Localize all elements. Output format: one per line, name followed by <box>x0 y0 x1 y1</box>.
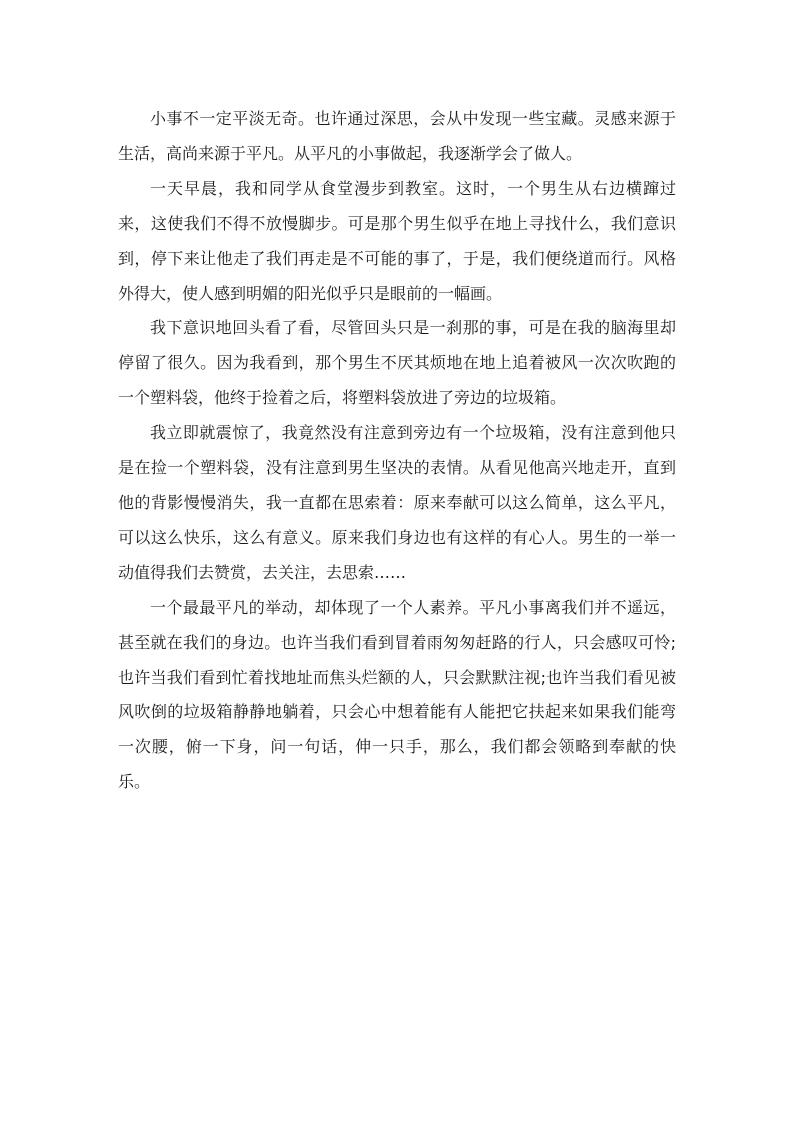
paragraph-4: 我立即就震惊了，我竟然没有注意到旁边有一个垃圾箱，没有注意到他只是在捡一个塑料袋，没有注意到男生坚决的表情。从看见他高兴地走开，直到他的背影慢慢消失，我一直都在思索着：原来奉献可以这么简单，这么平凡，可以这么快乐，这么有意义。原来我们身边也有这样的有心人。男生的一举一动值得我们去赞赏，去关注，去思索…… <box>118 423 676 582</box>
paragraph-5: 一个最最平凡的举动，却体现了一个人素养。平凡小事离我们并不遥远，甚至就在我们的身边。也许当我们看到冒着雨匆匆赶路的行人，只会感叹可怜;也许当我们看到忙着找地址而焦头烂额的人，只会默默注视;也许当我们看见被风吹倒的垃圾箱静静地躺着，只会心中想着能有人能把它扶起来如果我们能弯一次腰，俯一下身，问一句话，伸一只手，那么，我们都会领略到奉献的快乐。 <box>118 597 676 792</box>
paragraph-1: 小事不一定平淡无奇。也许通过深思，会从中发现一些宝藏。灵感来源于生活，高尚来源于平凡。从平凡的小事做起，我逐渐学会了做人。 <box>118 109 676 163</box>
paragraph-3: 我下意识地回头看了看，尽管回头只是一刹那的事，可是在我的脑海里却停留了很久。因为我看到，那个男生不厌其烦地在地上追着被风一次次吹跑的一个塑料袋，他终于捡着之后，将塑料袋放进了旁边的垃圾箱。 <box>118 318 676 408</box>
paragraph-2: 一天早晨，我和同学从食堂漫步到教室。这时，一个男生从右边横蹿过来，这使我们不得不放慢脚步。可是那个男生似乎在地上寻找什么，我们意识到，停下来让他走了我们再走是不可能的事了，于是，我们便绕道而行。风格外得大，使人感到明媚的阳光似乎只是眼前的一幅画。 <box>118 178 676 303</box>
document-body <box>118 102 676 800</box>
